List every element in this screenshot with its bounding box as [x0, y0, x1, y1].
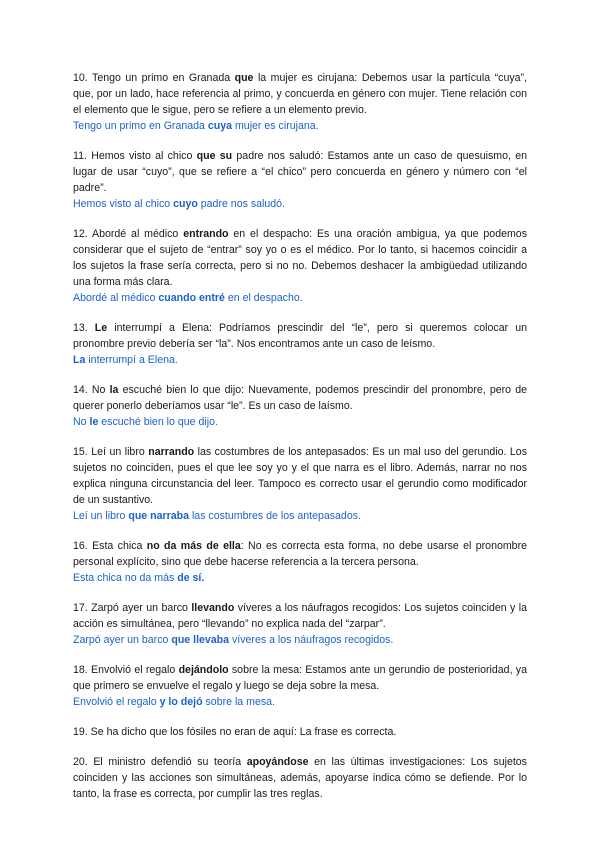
exercise-17: [73, 600, 527, 648]
exercise-12-explanation: 12. Abordé al médico entrando en el despacho: Es una oración ambigua, ya que podemos considerar que el sujeto de “entrar” soy yo o es el médico. Por lo tanto, si hacemos coincidir a los sujetos la frase sería correcta, pero si no no. Debemos deshacer la ambigüedad utilizando una forma más clara.: [73, 228, 527, 288]
exercise-13-explanation: 13. Le interrumpí a Elena: Podríamos prescindir del “le”, pero si queremos colocar un pronombre previo debería ser “la”. Nos encontramos ante un caso de leísmo.: [73, 322, 527, 350]
exercise-14-correction: No le escuché bien lo que dijo.: [73, 416, 218, 428]
exercise-16: [73, 538, 527, 586]
exercise-14-explanation: 14. No la escuché bien lo que dijo: Nuevamente, podemos prescindir del pronombre, pero de querer ponerlo deberíamos usar “le”. Es un caso de laísmo.: [73, 384, 527, 412]
exercise-19: [73, 724, 527, 740]
exercise-18-explanation: 18. Envolvió el regalo dejándolo sobre la mesa: Estamos ante un gerundio de posterioridad, ya que primero se envuelve el regalo y luego se deja sobre la mesa.: [73, 664, 527, 692]
exercise-20-explanation: 20. El ministro defendió su teoría apoyándose en las últimas investigaciones: Los sujetos coinciden y las acciones son simultáneas, además, apoyarse indica cómo se defiende. Por lo tanto, la frase es correcta, por cumplir las tres reglas.: [73, 756, 527, 800]
exercise-16-explanation: 16. Esta chica no da más de ella: No es correcta esta forma, no debe usarse el pronombre personal explícito, sino que debe hacerse referencia a la tercera persona.: [73, 540, 527, 568]
exercise-15: [73, 444, 527, 524]
exercise-10: [73, 70, 527, 134]
exercise-10-correction: Tengo un primo en Granada cuya mujer es cirujana.: [73, 120, 319, 132]
exercise-15-correction: Leí un libro que narraba las costumbres de los antepasados.: [73, 510, 361, 522]
exercise-18-correction: Envolvió el regalo y lo dejó sobre la mesa.: [73, 696, 275, 708]
exercise-12-correction: Abordé al médico cuando entré en el despacho.: [73, 292, 303, 304]
exercise-11-explanation: 11. Hemos visto al chico que su padre nos saludó: Estamos ante un caso de quesuismo, en lugar de usar “cuyo”, que se refiere a “el chico” pero concuerda en género y número con “el padre”.: [73, 150, 527, 194]
exercise-11-correction: Hemos visto al chico cuyo padre nos saludó.: [73, 198, 285, 210]
exercise-18: [73, 662, 527, 710]
exercise-13-correction: La interrumpí a Elena.: [73, 354, 178, 366]
exercise-17-explanation: 17. Zarpó ayer un barco llevando víveres a los náufragos recogidos: Los sujetos coinciden y la acción es simultánea, pero “llevando” no explica nada del “zarpar”.: [73, 602, 527, 630]
exercise-13: [73, 320, 527, 368]
exercise-15-explanation: 15. Leí un libro narrando las costumbres de los antepasados: Es un mal uso del gerundio. Los sujetos no coinciden, pues el que lee soy yo y el que narra es el libro. Además, narrar no nos explica ninguna circunstancia del leer. Tampoco es correcto usar el gerundio como modificador de un sustantivo.: [73, 446, 527, 506]
exercise-17-correction: Zarpó ayer un barco que llevaba víveres a los náufragos recogidos.: [73, 634, 394, 646]
exercise-10-explanation: 10. Tengo un primo en Granada que la mujer es cirujana: Debemos usar la partícula “cuya”, que, por un lado, hace referencia al primo, y concuerda en género con mujer. Tiene relación con el elemento que le sigue, pero se refiere a un elemento previo.: [73, 72, 528, 116]
exercise-12: [73, 226, 527, 306]
exercise-16-correction: Esta chica no da más de sí.: [73, 572, 205, 584]
exercise-14: [73, 382, 527, 430]
exercise-11: [73, 148, 527, 212]
exercise-20: [73, 754, 527, 802]
exercise-19-explanation: 19. Se ha dicho que los fósiles no eran de aquí: La frase es correcta.: [73, 726, 397, 738]
